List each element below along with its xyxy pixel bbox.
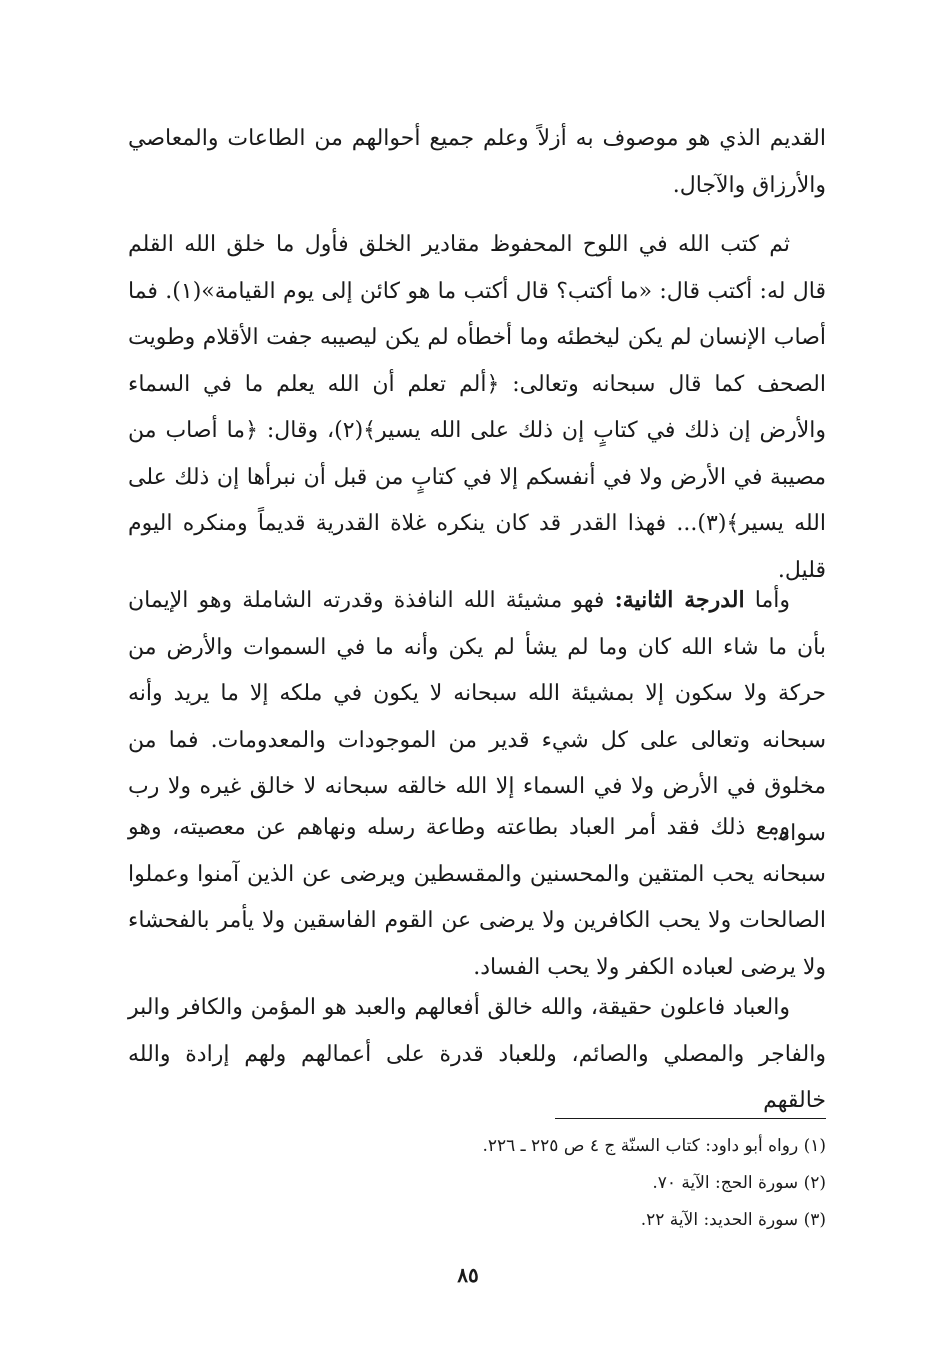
footnote-1: (١) رواه أبو داود: كتاب السنّة ج ٤ ص ٢٢٥ ـ ٢٢٦. bbox=[482, 1136, 826, 1156]
footnote-2: (٢) سورة الحج: الآية ٧٠. bbox=[652, 1173, 826, 1193]
paragraph-5 bbox=[128, 985, 826, 1125]
footnotes bbox=[300, 1128, 826, 1239]
bold-heading-text: الدرجة الثانية: bbox=[614, 587, 745, 613]
paragraph-1 bbox=[128, 116, 826, 209]
footnote-3: (٣) سورة الحديد: الآية ٢٢. bbox=[640, 1210, 826, 1230]
paragraph-text: ومع ذلك فقد أمر العباد بطاعته وطاعة رسله ونهاهم عن معصيته، وهو سبحانه يحب المتقين والمحسنين والمقسطين ويرضى عن الذين آمنوا وعملوا الصالحات ولا يحب الكافرين ولا يرضى عن القوم الفاسقين ولا يأمر بالفحشاء ولا يرضى لعباده الكفر ولا يحب الفساد. bbox=[128, 815, 826, 980]
paragraph-text: ثم كتب الله في اللوح المحفوظ مقادير الخلق فأول ما خلق الله القلم قال له: أكتب قال: «ما أكتب؟ قال أكتب ما هو كائن إلى يوم القيامة»(١). فما أصاب الإنسان لم يكن ليخطئه وما أخطأه لم يكن ليصيبه جفت الأقلام وطويت الصحف كما قال سبحانه وتعالى: ﴿ألم تعلم أن الله يعلم ما في السماء والأرض إن ذلك في كتابٍ إن ذلك على الله يسير﴾(٢)، وقال: ﴿ما أصاب من مصيبة في الأرض ولا في أنفسكم إلا في كتابٍ من قبل أن نبرأها إن ذلك على الله يسير﴾(٣)... فهذا القدر قد كان ينكره غلاة القدرية قديماً ومنكره اليوم قليل. bbox=[128, 232, 826, 583]
paragraph-2 bbox=[128, 222, 826, 594]
page-number: ٨٥ bbox=[457, 1263, 479, 1287]
footnote-separator bbox=[555, 1118, 826, 1119]
paragraph-text: والعباد فاعلون حقيقة، والله خالق أفعالهم والعبد هو المؤمن والكافر والبر والفاجر والمصلي والصائم، وللعباد قدرة على أعمالهم ولهم إرادة والله خالقهم bbox=[128, 995, 826, 1113]
paragraph-4 bbox=[128, 805, 826, 991]
paragraph-text: القديم الذي هو موصوف به أزلاً وعلم جميع أحوالهم من الطاعات والمعاصي والأرزاق والآجال. bbox=[128, 126, 826, 198]
paragraph-text: وأما bbox=[744, 588, 791, 613]
paragraph-text: فهو مشيئة الله النافذة وقدرته الشاملة وهو الإيمان بأن ما شاء الله كان وما لم يشأ لم يكن وأنه ما في السموات والأرض من حركة ولا سكون إلا بمشيئة الله سبحانه لا يكون في ملكه إلا ما يريد وأنه سبحانه وتعالى على كل شيء قدير من الموجودات والمعدومات. فما من مخلوق في الأرض ولا في السماء إلا الله خالقه سبحانه لا خالق غيره ولا رب سواه. bbox=[128, 588, 826, 846]
